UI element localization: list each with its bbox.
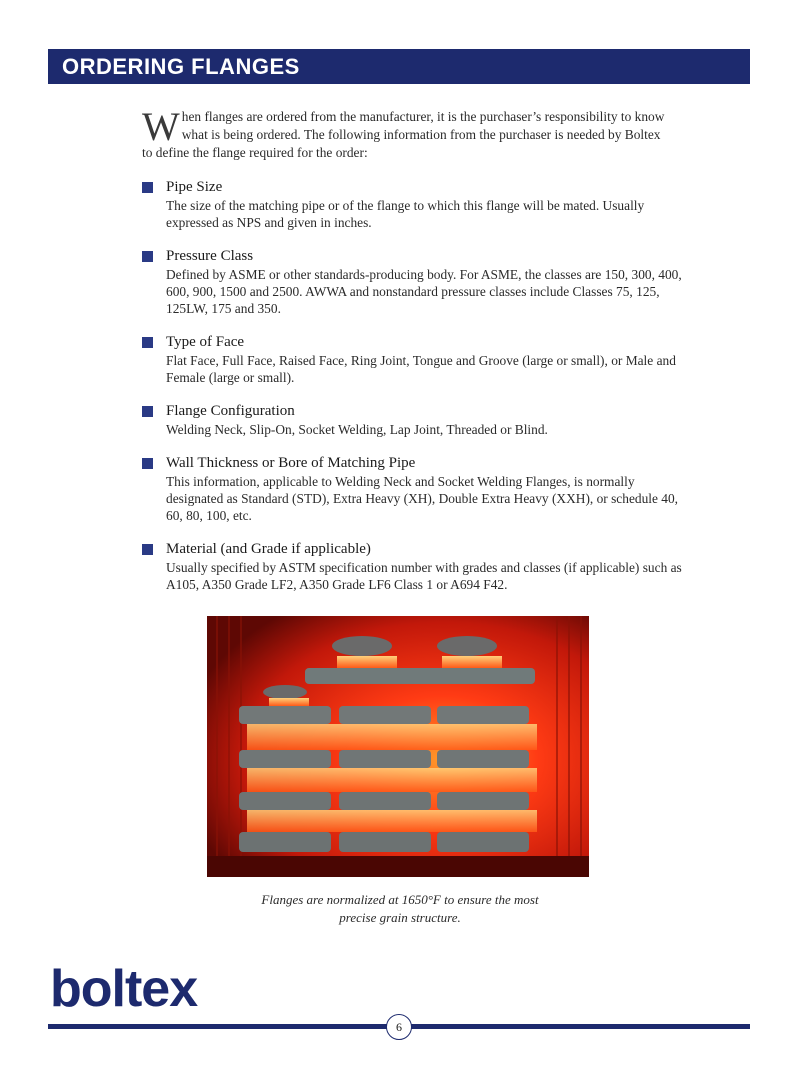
- photo-caption: [200, 891, 600, 927]
- item-title: Pipe Size: [166, 179, 223, 195]
- square-bullet-icon: [142, 182, 153, 193]
- square-bullet-icon: [142, 544, 153, 555]
- ordering-info-list: [142, 178, 682, 609]
- item-description: Usually specified by ASTM specification number with grades and classes (if applicable) such as A105, A350 Grade LF2, A350 Grade LF6 Class 1 or A694 F42.: [166, 560, 682, 592]
- glowing-flanges-photo: [207, 616, 589, 877]
- square-bullet-icon: [142, 337, 153, 348]
- caption-line-2: precise grain structure.: [339, 910, 461, 925]
- item-description: Welding Neck, Slip-On, Socket Welding, Lap Joint, Threaded or Blind.: [166, 422, 548, 437]
- drop-cap: W: [142, 104, 180, 149]
- list-item-material: [142, 540, 682, 593]
- list-item-type-of-face: [142, 333, 682, 386]
- item-title: Flange Configuration: [166, 403, 295, 419]
- item-title: Material (and Grade if applicable): [166, 541, 371, 557]
- caption-line-1: Flanges are normalized at 1650°F to ensure the most: [261, 892, 539, 907]
- item-title: Pressure Class: [166, 248, 254, 264]
- item-description: The size of the matching pipe or of the flange to which this flange will be mated. Usually expressed as NPS and given in inches.: [166, 198, 645, 230]
- list-item-flange-configuration: [142, 402, 682, 438]
- page-number: 6: [386, 1014, 412, 1040]
- boltex-logo: boltex: [50, 960, 198, 1018]
- square-bullet-icon: [142, 251, 153, 262]
- item-description: Defined by ASME or other standards-producing body. For ASME, the classes are 150, 300, 400, 600, 900, 1500 and 2500. AWWA and nonstandard pressure classes include Classes 75, 125, 125LW, 175 and 350.: [166, 267, 682, 316]
- section-header-bar: [48, 49, 750, 84]
- item-title: Wall Thickness or Bore of Matching Pipe: [166, 455, 416, 471]
- page-title: ORDERING FLANGES: [62, 54, 300, 79]
- item-description: Flat Face, Full Face, Raised Face, Ring Joint, Tongue and Groove (large or small), or Male and Female (large or small).: [166, 353, 676, 385]
- square-bullet-icon: [142, 458, 153, 469]
- intro-text: hen flanges are ordered from the manufacturer, it is the purchaser’s responsibility to know what is being ordered. The following information from the purchaser is needed by Boltex to define the flange required for the order:: [142, 109, 665, 160]
- item-title: Type of Face: [166, 334, 245, 350]
- item-description: This information, applicable to Welding Neck and Socket Welding Flanges, is normally designated as Standard (STD), Extra Heavy (XH), Double Extra Heavy (XXH), or schedule 40, 60, 80, 100, etc.: [166, 474, 679, 523]
- list-item-pressure-class: [142, 247, 682, 317]
- list-item-wall-thickness: [142, 454, 682, 524]
- intro-paragraph: [142, 104, 672, 162]
- square-bullet-icon: [142, 406, 153, 417]
- list-item-pipe-size: [142, 178, 682, 231]
